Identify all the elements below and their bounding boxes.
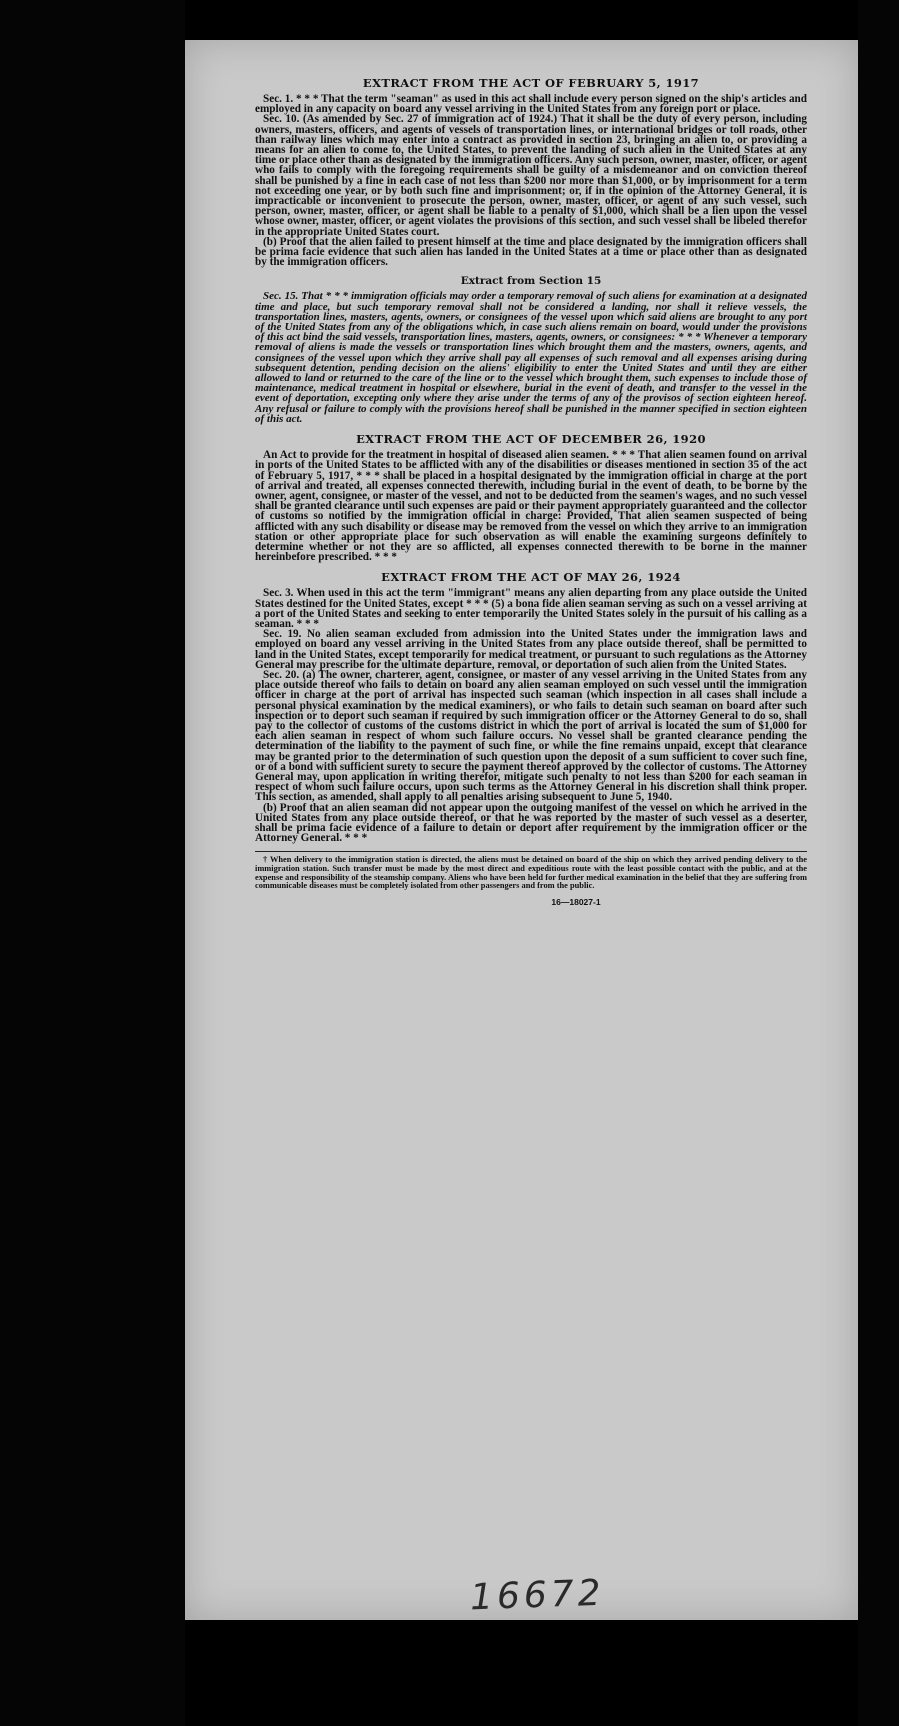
document-page — [185, 40, 858, 1620]
heading-act-1924: EXTRACT FROM THE ACT OF MAY 26, 1924 — [381, 570, 681, 585]
handwritten-number: 16672 — [469, 1572, 606, 1619]
section-act-1924 — [255, 570, 807, 843]
document-body — [255, 76, 807, 907]
paragraph-sec-3: Sec. 3. When used in this act the term "immigrant" means any alien departing from any place outside the United States destined for the United States, except * * * (5) a bona fide alien seaman serving as such on a vessel arriving at a port of the United States and seeking to enter temporarily the United States solely in the pursuit of his calling as a seaman. * * * — [255, 587, 807, 630]
footnote-divider — [255, 851, 807, 852]
form-number: 16—18027-1 — [551, 896, 601, 907]
paragraph-sec-15: Sec. 15. That * * * immigration officials may order a temporary removal of such aliens for examination at a designated time and place, but such temporary removal shall not be considered a landing, nor shall it relieve vessels, the transportation lines, masters, agents, owners, or consignees of the vessel upon which said aliens are brought to any port of the United States from any of the obligations which, in case such aliens remain on board, would under the provisions of this act bind the said vessels, transportation lines, masters, agents, owners, or consignees: * * * Whenever a temporary removal of aliens is made the vessels or transportation lines which brought them and the masters, owners, agents, and consignees of the vessel upon which they arrive shall pay all expenses of such removal and all expenses arising during subsequent detention, pending decision on the aliens' eligibility to enter the United States and until they are either allowed to land or returned to the care of the line or to the vessel which brought them, such expenses to include those of maintenance, medical treatment in hospital or elsewhere, burial in the event of death, and transfer to the vessel in the event of deportation, excepting only where they arise under the terms of any of the provisos of section eighteen hereof. Any refusal or failure to comply with the provisions hereof shall be punished in the manner specified in section eighteen of this act. — [255, 290, 807, 425]
subheading-section-15: Extract from Section 15 — [460, 275, 602, 288]
paragraph-act-1920: An Act to provide for the treatment in hospital of diseased alien seamen. * * * That alien seamen found on arrival in ports of the United States to be afflicted with any of the disabilities or diseases mentioned in section 35 of the act of February 5, 1917, * * * shall be placed in a hospital designated by the immigration official in charge at the port of arrival and treated, all expenses connected therewith, including burial in the event of death, to be borne by the owner, agent, consignee, or master of the vessel, and not to be deducted from the seamen's wages, and no such vessel shall be granted clearance until such expenses are paid or their payment appropriately guaranteed and the collector of customs so notified by the immigration official in charge: Provided, That alien seamen suspected of being afflicted with any such disability or disease may be removed from the vessel on which they arrive to an immigration station or other appropriate place for such observation as will enable the examining surgeons definitely to determine whether or not they are so afflicted, all expenses connected therewith to be borne in the manner hereinbefore prescribed. * * * — [255, 449, 807, 564]
scan-border-right — [858, 0, 899, 1726]
scan-border-left — [0, 0, 185, 1726]
paragraph-sec-10a: Sec. 10. (As amended by Sec. 27 of immigration act of 1924.) That it shall be the duty of every person, including owners, masters, officers, and agents of vessels of transportation lines, or international bridges or toll roads, other than railway lines which may enter into a contract as provided in section 23, bringing an alien to, or providing a means for an alien to come to, the United States, to prevent the landing of such alien in the United States at any time or place other than as designated by the immigration officers. Any such person, owner, master, officer, or agent who fails to comply with the foregoing requirements shall be guilty of a misdemeanor and on conviction thereof shall be punished by a fine in each case of not less than $200 nor more than $1,000, or by imprisonment for a term not exceeding one year, or by both such fine and imprisonment; or, if in the opinion of the Attorney General, it is impracticable or inconvenient to prosecute the person, owner, master, officer, or agent of any such vessel, such person, owner, master, officer, or agent shall be liable to a penalty of $1,000, which shall be a lien upon the vessel whose owner, master, officer, or agent violates the provisions of this section, and such vessel shall be libeled therefor in the appropriate United States court. — [255, 113, 807, 238]
footnote-text: † When delivery to the immigration station is directed, the aliens must be detained on board of the ship on which they arrived pending delivery to the immigration station. Such transfer must be made by the most direct and expeditious route with the least possible contact with the public, and at the expense and responsibility of the steamship company. Aliens who have been held for further medical examination in the belief that they are suffering from communicable diseases must be completely isolated from other passengers and from the public. — [255, 855, 807, 891]
paragraph-sec-19: Sec. 19. No alien seaman excluded from admission into the United States under the immigration laws and employed on board any vessel arriving in the United States from any place outside thereof, shall be permitted to land in the United States, except temporarily for medical treatment, or pursuant to such regulations as the Attorney General may prescribe for the ultimate departure, removal, or deportation of such alien from the United States. — [255, 628, 807, 671]
paragraph-sec-20a: Sec. 20. (a) The owner, charterer, agent, consignee, or master of any vessel arriving in the United States from any place outside thereof who fails to detain on board any alien seaman employed on such vessel until the immigration officer in charge at the port of arrival has inspected such seaman (which inspection in all cases shall include a personal physical examination by the medical examiners), or who fails to detain such seaman on board after such inspection or to deport such seaman if required by such immigration officer or the Attorney General to do so, shall pay to the collector of customs of the customs district in which the port of arrival is located the sum of $1,000 for each alien seaman in respect of whom such failure occurs. No vessel shall be granted clearance pending the determination of the liability to the payment of such fine, or while the fine remains unpaid, except that clearance may be granted prior to the determination of such question upon the deposit of a sum sufficient to cover such fine, or of a bond with sufficient surety to secure the payment thereof approved by the collector of customs. The Attorney General may, upon application in writing therefor, mitigate such penalty to not less than $200 for each seaman in respect of whom such failure occurs, upon such terms as the Attorney General in his discretion shall think proper. This section, as amended, shall apply to all penalties arising subsequent to June 5, 1940. — [255, 668, 807, 804]
heading-act-1917: EXTRACT FROM THE ACT OF FEBRUARY 5, 1917 — [362, 76, 700, 90]
heading-act-1920: EXTRACT FROM THE ACT OF DECEMBER 26, 1920 — [356, 432, 706, 447]
paragraph-sec-1: Sec. 1. * * * That the term "seaman" as used in this act shall include every person signed on the ship's articles and employed in any capacity on board any vessel arriving in the United States from any foreign port or place. — [255, 93, 807, 116]
section-act-1920 — [255, 432, 807, 562]
paragraph-sec-10b: (b) Proof that the alien failed to present himself at the time and place designated by the immigration officers shall be prima facie evidence that such alien has landed in the United States at a time or place other than as designated by the immigration officers. — [255, 235, 807, 269]
section-extract-sec-15 — [255, 275, 807, 424]
paragraph-sec-20b: (b) Proof that an alien seaman did not appear upon the outgoing manifest of the vessel on which he arrived in the United States from any place outside thereof, or that he was reported by the master of such vessel as a deserter, shall be prima facie evidence of a failure to detain or deport after requirement by the immigration officer or the Attorney General. * * * — [255, 801, 807, 845]
section-act-1917 — [255, 76, 807, 267]
